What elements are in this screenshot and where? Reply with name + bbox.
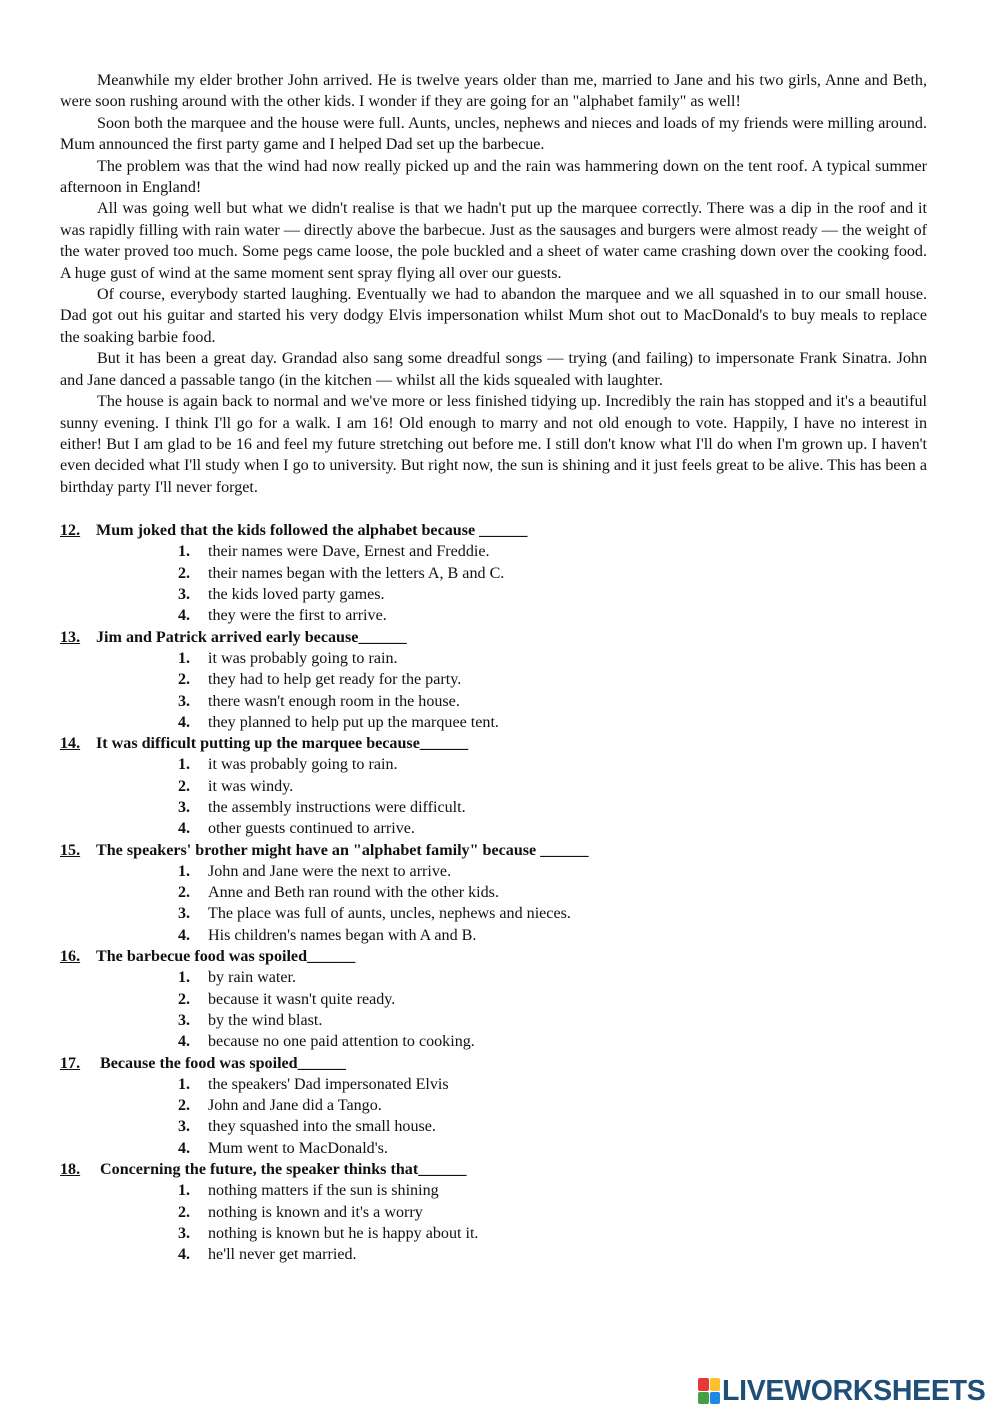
answer-option[interactable] (60, 563, 927, 584)
option-list (60, 648, 927, 733)
answer-option[interactable] (60, 818, 927, 839)
option-number: 1. (178, 862, 191, 880)
answer-option[interactable] (60, 1031, 927, 1052)
option-text: the speakers' Dad impersonated Elvis (208, 1075, 449, 1093)
liveworksheets-logo-icon (698, 1378, 720, 1404)
answer-option[interactable] (60, 776, 927, 797)
question-number: 17. (60, 1054, 81, 1072)
liveworksheets-brand[interactable] (698, 1376, 985, 1406)
option-list (60, 1074, 927, 1159)
story-paragraph: But it has been a great day. Grandad also sang some dreadful songs — trying (and failing) to impersonate Frank Sinatra. John and Jane danced a passable tango (in the kitchen — whilst all the kids squealed with laughter. (60, 350, 927, 389)
question-16 (60, 946, 927, 1052)
option-number: 4. (178, 926, 191, 944)
option-text: other guests continued to arrive. (208, 820, 415, 838)
option-number: 2. (178, 671, 191, 689)
answer-option[interactable] (60, 669, 927, 690)
answer-option[interactable] (60, 925, 927, 946)
story-paragraph: All was going well but what we didn't realise is that we hadn't put up the marquee correctly. There was a dip in the roof and it was rapidly filling with rain water — directly above the barbecue. Just as the sausages and burgers were almost ready — the weight of the water proved too much. Some pegs came loose, the pole buckled and a sheet of water came crashing down over the cooking food. A huge gust of wind at the same moment sent spray flying all over our guests. (60, 200, 927, 282)
option-number: 1. (178, 1182, 191, 1200)
option-list (60, 754, 927, 839)
option-text: their names began with the letters A, B and C. (208, 564, 505, 582)
question-heading (60, 946, 927, 967)
answer-option[interactable] (60, 1202, 927, 1223)
question-heading (60, 1053, 927, 1074)
option-number: 3. (178, 1011, 191, 1029)
story-paragraph: Of course, everybody started laughing. Eventually we had to abandon the marquee and we all squashed in to our small house. Dad got out his guitar and started his very dodgy Elvis impersonation whilst Mum shot out to MacDonald's to buy meals to replace the soaking barbie food. (60, 286, 927, 346)
answer-option[interactable] (60, 989, 927, 1010)
option-number: 1. (178, 756, 191, 774)
option-text: Anne and Beth ran round with the other kids. (208, 884, 499, 902)
question-number: 12. (60, 522, 81, 540)
answer-option[interactable] (60, 754, 927, 775)
question-text: Because the food was spoiled______ (96, 1054, 346, 1072)
question-number: 15. (60, 841, 81, 859)
answer-option[interactable] (60, 1095, 927, 1116)
option-text: Mum went to MacDonald's. (208, 1139, 388, 1157)
option-text: he'll never get married. (208, 1246, 357, 1264)
option-list (60, 861, 927, 946)
option-text: nothing is known and it's a worry (208, 1203, 423, 1221)
option-number: 2. (178, 990, 191, 1008)
answer-option[interactable] (60, 861, 927, 882)
option-number: 2. (178, 777, 191, 795)
option-number: 4. (178, 1139, 191, 1157)
option-text: there wasn't enough room in the house. (208, 692, 460, 710)
option-number: 4. (178, 820, 191, 838)
question-text: Mum joked that the kids followed the alphabet because ______ (96, 522, 528, 540)
answer-option[interactable] (60, 584, 927, 605)
question-heading (60, 840, 927, 861)
option-text: John and Jane did a Tango. (208, 1097, 382, 1115)
question-text: It was difficult putting up the marquee because______ (96, 735, 469, 753)
option-number: 3. (178, 1118, 191, 1136)
answer-option[interactable] (60, 882, 927, 903)
answer-option[interactable] (60, 691, 927, 712)
option-text: because no one paid attention to cooking. (208, 1033, 475, 1051)
worksheet-page (60, 70, 927, 1266)
question-text: Jim and Patrick arrived early because______ (96, 628, 407, 646)
option-text: it was probably going to rain. (208, 756, 398, 774)
question-number: 14. (60, 735, 81, 753)
option-text: nothing matters if the sun is shining (208, 1182, 439, 1200)
option-number: 2. (178, 1203, 191, 1221)
question-heading (60, 1159, 927, 1180)
option-text: the assembly instructions were difficult. (208, 798, 466, 816)
question-14 (60, 733, 927, 839)
story-text (60, 70, 927, 498)
option-number: 1. (178, 649, 191, 667)
option-text: The place was full of aunts, uncles, nephews and nieces. (208, 905, 571, 923)
option-text: by the wind blast. (208, 1011, 323, 1029)
answer-option[interactable] (60, 648, 927, 669)
option-number: 4. (178, 607, 191, 625)
option-text: nothing is known but he is happy about it. (208, 1224, 479, 1242)
logo-square-blue (710, 1392, 721, 1405)
question-13 (60, 627, 927, 733)
option-text: their names were Dave, Ernest and Freddie. (208, 543, 490, 561)
answer-option[interactable] (60, 541, 927, 562)
question-text: Concerning the future, the speaker thinks that______ (96, 1161, 467, 1179)
answer-option[interactable] (60, 903, 927, 924)
option-text: John and Jane were the next to arrive. (208, 862, 452, 880)
option-text: His children's names began with A and B. (208, 926, 477, 944)
question-list (60, 520, 927, 1265)
answer-option[interactable] (60, 1074, 927, 1095)
option-text: they squashed into the small house. (208, 1118, 436, 1136)
story-paragraph: The house is again back to normal and we've more or less finished tidying up. Incredibly the rain has stopped and it's a beautiful sunny evening. I think I'll go for a walk. I am 16! Old enough to marry and not old enough to vote. Happily, I have no interest in either! But I am glad to be 16 and feel my future stretching out before me. I still don't know what I'll do when I'm grown up. I haven't even decided what I'll study when I go to university. But right now, the sun is shining and it just feels great to be alive. This has been a birthday party I'll never forget. (60, 393, 927, 496)
answer-option[interactable] (60, 1010, 927, 1031)
story-paragraph: Soon both the marquee and the house were full. Aunts, uncles, nephews and nieces and loads of my friends were milling around. Mum announced the first party game and I helped Dad set up the barbecue. (60, 114, 927, 154)
logo-square-yellow (710, 1378, 721, 1391)
answer-option[interactable] (60, 712, 927, 733)
option-text: because it wasn't quite ready. (208, 990, 396, 1008)
question-heading (60, 733, 927, 754)
option-number: 3. (178, 586, 191, 604)
story-paragraph: The problem was that the wind had now really picked up and the rain was hammering down on the tent roof. A typical summer afternoon in England! (60, 157, 927, 197)
answer-option[interactable] (60, 1180, 927, 1201)
option-number: 1. (178, 543, 191, 561)
question-17 (60, 1053, 927, 1159)
option-list (60, 541, 927, 626)
option-number: 2. (178, 564, 191, 582)
question-number: 13. (60, 628, 81, 646)
option-list (60, 1180, 927, 1265)
option-number: 1. (178, 1075, 191, 1093)
question-number: 16. (60, 948, 81, 966)
option-number: 3. (178, 798, 191, 816)
option-text: it was windy. (208, 777, 294, 795)
option-text: by rain water. (208, 969, 297, 987)
question-12 (60, 520, 927, 626)
option-text: they had to help get ready for the party. (208, 671, 462, 689)
question-heading (60, 520, 927, 541)
option-text: they were the first to arrive. (208, 607, 387, 625)
question-heading (60, 627, 927, 648)
question-18 (60, 1159, 927, 1265)
logo-square-green (698, 1392, 709, 1405)
question-text: The barbecue food was spoiled______ (96, 948, 356, 966)
answer-option[interactable] (60, 1138, 927, 1159)
answer-option[interactable] (60, 605, 927, 626)
option-number: 4. (178, 1033, 191, 1051)
answer-option[interactable] (60, 1223, 927, 1244)
option-text: the kids loved party games. (208, 586, 385, 604)
option-number: 1. (178, 969, 191, 987)
option-number: 3. (178, 692, 191, 710)
option-number: 4. (178, 1246, 191, 1264)
option-text: it was probably going to rain. (208, 649, 398, 667)
answer-option[interactable] (60, 797, 927, 818)
brand-wordmark: LIVEWORKSHEETS (722, 1374, 986, 1407)
option-number: 2. (178, 884, 191, 902)
option-number: 4. (178, 713, 191, 731)
question-text: The speakers' brother might have an "alphabet family" because ______ (96, 841, 589, 859)
answer-option[interactable] (60, 967, 927, 988)
option-number: 2. (178, 1097, 191, 1115)
question-15 (60, 840, 927, 946)
logo-square-red (698, 1378, 709, 1391)
option-text: they planned to help put up the marquee tent. (208, 713, 499, 731)
question-number: 18. (60, 1161, 81, 1179)
option-number: 3. (178, 905, 191, 923)
answer-option[interactable] (60, 1116, 927, 1137)
option-list (60, 967, 927, 1052)
option-number: 3. (178, 1224, 191, 1242)
answer-option[interactable] (60, 1244, 927, 1265)
story-paragraph: Meanwhile my elder brother John arrived. He is twelve years older than me, married to Jane and his two girls, Anne and Beth, were soon rushing around with the other kids. I wonder if they are going for an "alphabet family" as well! (60, 72, 927, 111)
